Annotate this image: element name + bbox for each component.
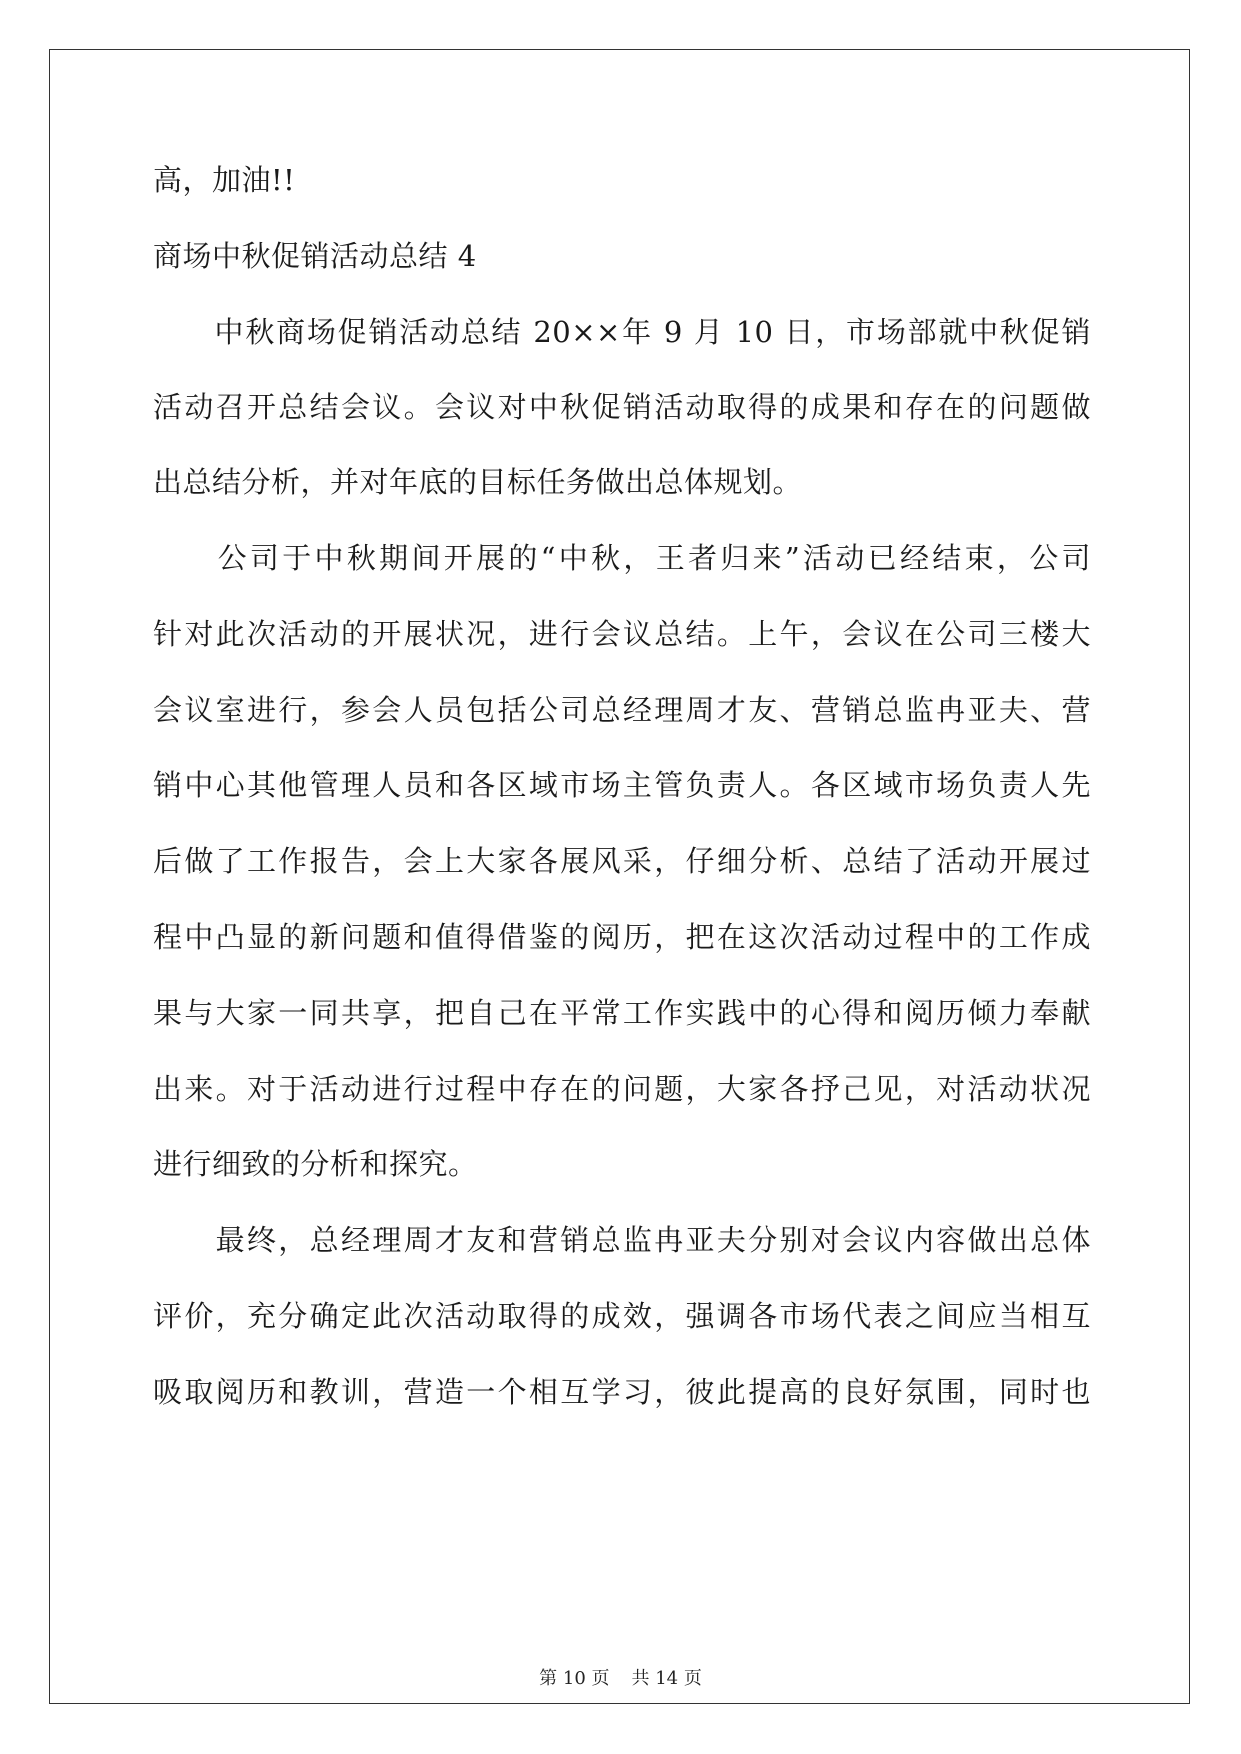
- body-line: 针对此次活动的开展状况，进行会议总结。上午，会议在公司三楼大: [153, 617, 1091, 651]
- body-line: 出来。对于活动进行过程中存在的问题，大家各抒己见，对活动状况: [153, 1072, 1091, 1106]
- body-line: 销中心其他管理人员和各区域市场主管负责人。各区域市场负责人先: [153, 768, 1091, 802]
- body-line: 后做了工作报告，会上大家各展风采，仔细分析、总结了活动开展过: [153, 844, 1091, 878]
- body-line: 活动召开总结会议。会议对中秋促销活动取得的成果和存在的问题做: [153, 390, 1091, 424]
- body-line: 果与大家一同共享，把自己在平常工作实践中的心得和阅历倾力奉献: [153, 996, 1091, 1030]
- body-line: 进行细致的分析和探究。: [153, 1147, 478, 1181]
- page-number: 第 10 页: [539, 1668, 610, 1689]
- body-line: 会议室进行，参会人员包括公司总经理周才友、营销总监冉亚夫、营: [153, 693, 1091, 727]
- page-total: 共 14 页: [631, 1668, 702, 1689]
- body-line: 中秋商场促销活动总结 20××年 9 月 10 日，市场部就中秋促销: [153, 315, 1091, 349]
- body-line: 程中凸显的新问题和值得借鉴的阅历，把在这次活动过程中的工作成: [153, 920, 1091, 954]
- body-line: 出总结分析，并对年底的目标任务做出总体规划。: [153, 465, 803, 499]
- page-footer: [0, 1664, 1241, 1690]
- body-line: 高，加油!!: [153, 163, 296, 197]
- body-line: 公司于中秋期间开展的“中秋，王者归来”活动已经结束，公司: [153, 541, 1091, 575]
- section-heading: 商场中秋促销活动总结 4: [153, 239, 477, 273]
- body-line: 最终，总经理周才友和营销总监冉亚夫分别对会议内容做出总体: [153, 1223, 1091, 1257]
- body-line: 评价，充分确定此次活动取得的成效，强调各市场代表之间应当相互: [153, 1299, 1091, 1333]
- body-line: 吸取阅历和教训，营造一个相互学习，彼此提高的良好氛围，同时也: [153, 1375, 1091, 1409]
